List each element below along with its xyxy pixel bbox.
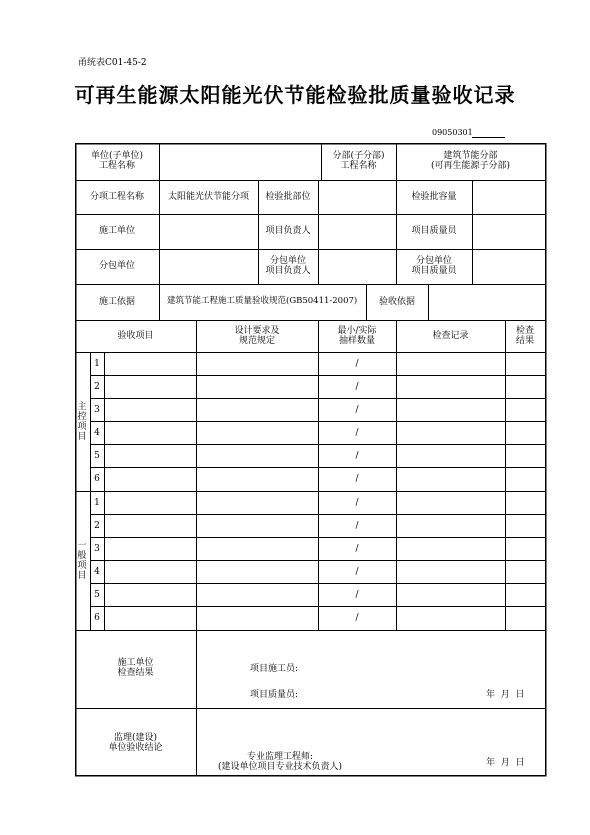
project-manager-label: 项目负责人 — [265, 226, 311, 236]
row-number: 2 — [94, 382, 100, 392]
row-number: 5 — [94, 590, 100, 600]
sample-slash[interactable]: / — [355, 359, 359, 369]
construction-basis-label: 施工依据 — [98, 297, 135, 307]
quality-manager-label: 项目质量员 — [411, 226, 457, 236]
constructor-date[interactable]: 年 月 日 — [486, 690, 525, 700]
item-name-label: 分项工程名称 — [89, 192, 144, 202]
sample-slash[interactable]: / — [355, 405, 359, 415]
subdivision-value[interactable]: 建筑节能分部 (可再生能源子分部) — [430, 151, 511, 172]
form-code: 甬统表C01-45-2 — [78, 58, 147, 68]
row-number: 3 — [94, 405, 100, 415]
constructor-label: 施工单位 — [98, 226, 135, 236]
col-acceptance-item: 验收项目 — [117, 331, 154, 341]
sub-project-manager-label: 分包单位 项目负责人 — [265, 256, 311, 277]
row-number: 6 — [94, 613, 100, 623]
sub-quality-manager-label: 分包单位 项目质量员 — [411, 256, 457, 277]
general-items-label: 一 般 项 目 — [77, 541, 87, 581]
sample-slash[interactable]: / — [355, 474, 359, 484]
item-name-value[interactable]: 太阳能光伏节能分项 — [167, 192, 249, 202]
sample-slash[interactable]: / — [355, 567, 359, 577]
batch-part-label: 检验批部位 — [265, 192, 311, 202]
row-number: 2 — [94, 521, 100, 531]
col-check-result: 检查 结果 — [515, 326, 534, 347]
constructor-worker-label: 项目施工员: — [250, 664, 299, 674]
doc-number: 09050301 — [432, 128, 473, 137]
page-title: 可再生能源太阳能光伏节能检验批质量验收记录 — [74, 83, 516, 107]
acceptance-basis-label: 验收依据 — [378, 297, 415, 307]
table-border — [76, 144, 546, 776]
unit-name-label: 单位(子单位) 工程名称 — [90, 151, 144, 172]
row-number: 1 — [94, 359, 100, 369]
col-check-record: 检查记录 — [432, 331, 469, 341]
sample-slash[interactable]: / — [355, 613, 359, 623]
sample-slash[interactable]: / — [355, 428, 359, 438]
sample-slash[interactable]: / — [355, 590, 359, 600]
supervisor-conclusion-label: 监理(建设) 单位验收结论 — [108, 733, 163, 754]
sample-slash[interactable]: / — [355, 521, 359, 531]
row-number: 4 — [94, 567, 100, 577]
subcontractor-label: 分包单位 — [98, 261, 135, 271]
constructor-qm-label: 项目质量员: — [250, 690, 299, 700]
sample-slash[interactable]: / — [355, 498, 359, 508]
batch-capacity-label: 检验批容量 — [411, 192, 457, 202]
row-number: 1 — [94, 498, 100, 508]
row-number: 6 — [94, 474, 100, 484]
col-design-requirement: 设计要求及 规范规定 — [234, 326, 280, 347]
subdivision-label: 分部(子分部) 工程名称 — [332, 151, 385, 172]
sample-slash[interactable]: / — [355, 451, 359, 461]
sample-slash[interactable]: / — [355, 382, 359, 392]
constructor-result-label: 施工单位 检查结果 — [117, 658, 154, 679]
main-control-items-label: 主 控 项 目 — [77, 402, 87, 442]
row-number: 3 — [94, 544, 100, 554]
supervisor-date[interactable]: 年 月 日 — [486, 758, 525, 768]
row-number: 4 — [94, 428, 100, 438]
supervisor-signature-label: 专业监理工程师: (建设单位项目专业技术负责人) — [217, 752, 343, 773]
row-number: 5 — [94, 451, 100, 461]
construction-basis-value[interactable]: 建筑节能工程施工质量验收规范(GB50411-2007) — [167, 296, 358, 306]
col-sample-count: 最小/实际 抽样数量 — [337, 326, 377, 347]
sample-slash[interactable]: / — [355, 544, 359, 554]
